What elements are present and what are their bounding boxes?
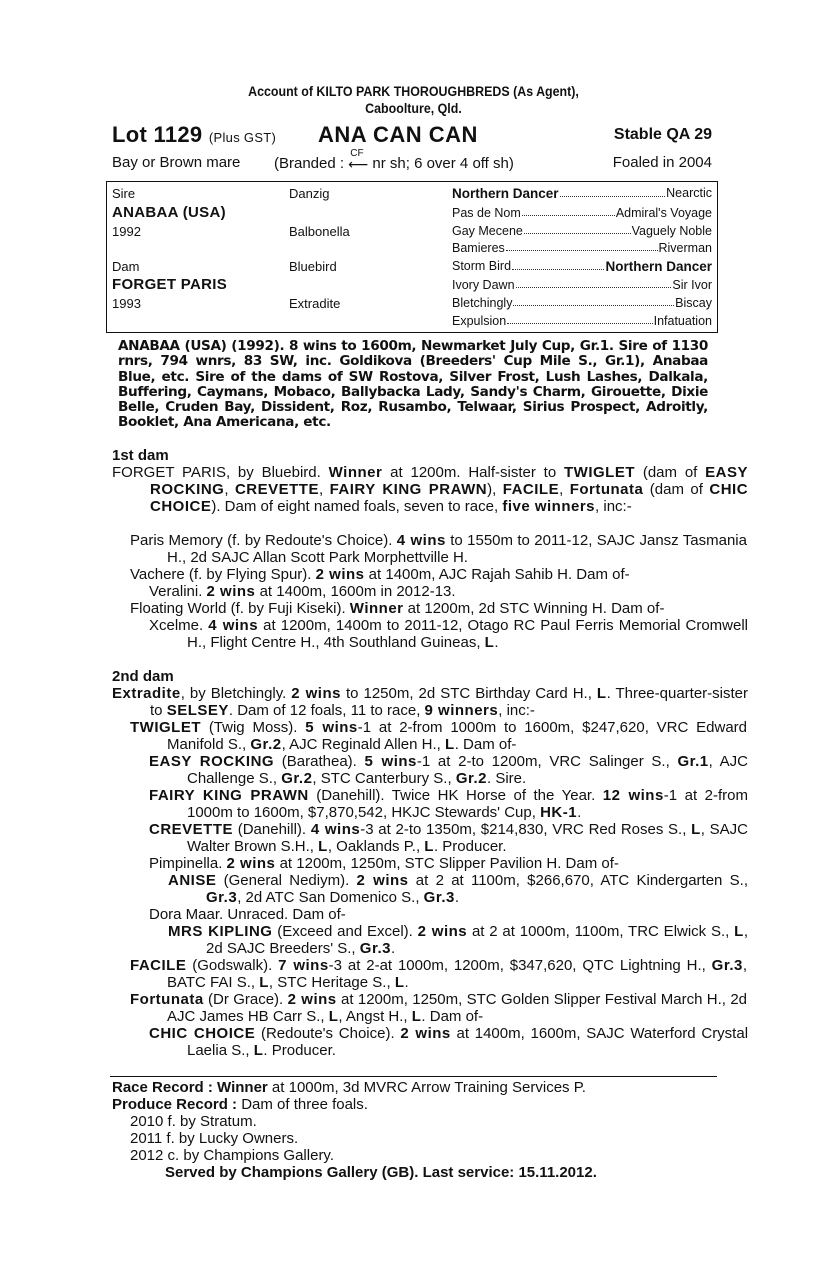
- second-dam-para: Extradite, by Bletchingly. 2 wins to 1250m, 2d STC Birthday Card H., L. Three-quarter-sister to SELSEY. Dam of 12 foals, 11 to race, 9 winners, inc:-: [112, 685, 748, 719]
- foal-entry: Xcelme. 4 wins at 1200m, 1400m to 2011-12, Otago RC Paul Ferris Memorial Cromwell H., Flight Centre H., 4th Southland Guineas, L.: [149, 617, 749, 651]
- family-entry: TWIGLET (Twig Moss). 5 wins-1 at 2-from 1000m to 1600m, $247,620, VRC Edward Manifold S., Gr.2, AJC Reginald Allen H., L. Dam of-: [130, 719, 747, 753]
- ped-gen3-row: Pas de Nom Admiral's Voyage: [452, 206, 712, 220]
- family-entry: FAIRY KING PRAWN (Danehill). Twice HK Horse of the Year. 12 wins-1 at 2-from 1000m to 1600m, $7,870,542, HKJC Stewards' Cup, HK-1.: [149, 787, 748, 821]
- ped-gen3-row: Bamieres Riverman: [452, 241, 712, 255]
- produce-item: 2010 f. by Stratum.: [130, 1113, 257, 1130]
- vendor-line-2: Caboolture, Qld.: [365, 101, 462, 116]
- family-entry: ANISE (General Nediym). 2 wins at 2 at 1100m, $266,670, ATC Kindergarten S., Gr.3, 2d ATC San Domenico S., Gr.3.: [168, 872, 748, 906]
- lot-number: Lot 1129 (Plus GST): [112, 122, 277, 147]
- sire-label: Sire: [112, 186, 136, 201]
- sire-summary: ANABAA (USA) (1992). 8 wins to 1600m, Newmarket July Cup, Gr.1. Sire of 1130 rnrs, 794 wnrs, 83 SW, inc. Goldikova (Breeders' Cup Mile S., Gr.1), Anabaa Blue, etc. Sire of the dams of SW Rostova, Silver Frost, Lush Lashes, Dalkala, Buffering, Caymans, Mobaco, Ballybacka Lady, Sandy's Charm, Girouette, Dixie Belle, Cruden Bay, Dissident, Roz, Rusambo, Telwaar, Sirius Prospect, Adroitly, Booklet, Ana Americana, etc.: [118, 338, 708, 431]
- first-dam-para: FORGET PARIS, by Bluebird. Winner at 1200m. Half-sister to TWIGLET (dam of EASY ROCKING, CREVETTE, FAIRY KING PRAWN), FACILE, Fortunata (dam of CHIC CHOICE). Dam of eight named foals, seven to race, five winners, inc:-: [112, 464, 749, 515]
- race-record: Race Record : Winner at 1000m, 3d MVRC Arrow Training Services P.: [112, 1079, 586, 1096]
- family-entry: Pimpinella. 2 wins at 1200m, 1250m, STC Slipper Pavilion H. Dam of-: [149, 855, 619, 872]
- gst-note: (Plus GST): [208, 130, 277, 145]
- family-entry: EASY ROCKING (Barathea). 5 wins-1 at 2-to 1200m, VRC Salinger S., Gr.1, AJC Challenge S., Gr.2, STC Canterbury S., Gr.2. Sire.: [149, 753, 748, 787]
- foal-entry: Paris Memory (f. by Redoute's Choice). 4 wins to 1550m to 2011-12, SAJC Jansz Tasmania H., 2d SAJC Allan Scott Park Morphettville H.: [130, 532, 747, 566]
- sire-year: 1992: [112, 224, 141, 239]
- brand-info: (Branded : CF ⟵ nr sh; 6 over 4 off sh): [274, 148, 514, 172]
- foal-entry: Vachere (f. by Flying Spur). 2 wins at 1400m, AJC Rajah Sahib H. Dam of-: [130, 566, 630, 583]
- ped-gen3-row: Ivory Dawn Sir Ivor: [452, 278, 712, 292]
- ped-gen3-row: Gay Mecene Vaguely Noble: [452, 224, 712, 238]
- horse-name: ANA CAN CAN: [318, 122, 478, 147]
- family-entry: Fortunata (Dr Grace). 2 wins at 1200m, 1250m, STC Golden Slipper Festival March H., 2d AJC James HB Carr S., L, Angst H., L. Dam of-: [130, 991, 747, 1025]
- second-dam-heading: 2nd dam: [112, 668, 174, 685]
- stable-number: Stable QA 29: [613, 126, 712, 143]
- ped-gen3-row: Expulsion Infatuation: [452, 314, 712, 328]
- produce-record: Produce Record : Dam of three foals.: [112, 1096, 368, 1113]
- dam-year: 1993: [112, 296, 141, 311]
- family-entry: CREVETTE (Danehill). 4 wins-3 at 2-to 1350m, $214,830, VRC Red Roses S., L, SAJC Walter Brown S.H., L, Oaklands P., L. Producer.: [149, 821, 749, 855]
- ped-gen3-row: Storm Bird Northern Dancer: [452, 259, 712, 274]
- foal-entry: Floating World (f. by Fuji Kiseki). Winner at 1200m, 2d STC Winning H. Dam of-: [130, 600, 665, 617]
- horse-description: Bay or Brown mare: [112, 154, 241, 171]
- family-entry: CHIC CHOICE (Redoute's Choice). 2 wins at 1400m, 1600m, SAJC Waterford Crystal Laelia S., L. Producer.: [149, 1025, 749, 1059]
- produce-item: 2012 c. by Champions Gallery.: [130, 1147, 334, 1164]
- ped-gen3-row: Bletchingly Biscay: [452, 296, 712, 310]
- brand-mark-icon: CF ⟵: [348, 148, 369, 172]
- service-note: Served by Champions Gallery (GB). Last service: 15.11.2012.: [165, 1164, 597, 1181]
- ped-gen2: Balbonella: [289, 224, 350, 239]
- dam-name: FORGET PARIS: [112, 276, 227, 293]
- ped-gen2: Danzig: [289, 186, 330, 201]
- family-entry: MRS KIPLING (Exceed and Excel). 2 wins at 2 at 1000m, 1100m, TRC Elwick S., L, 2d SAJC Breeders' S., Gr.3.: [168, 923, 748, 957]
- pedigree-table: [106, 181, 718, 333]
- foaled-year: Foaled in 2004: [612, 154, 712, 171]
- first-dam-heading: 1st dam: [112, 447, 169, 464]
- ped-gen2: Extradite: [289, 296, 341, 311]
- foal-entry: Veralini. 2 wins at 1400m, 1600m in 2012-13.: [149, 583, 456, 600]
- ped-gen2: Bluebird: [289, 259, 337, 274]
- vendor-line-1: Account of KILTO PARK THOROUGHBREDS (As Agent),: [248, 84, 579, 99]
- ped-gen3-row: Northern Dancer Nearctic: [452, 186, 712, 201]
- family-entry: Dora Maar. Unraced. Dam of-: [149, 906, 346, 923]
- divider: [110, 1076, 717, 1077]
- sire-name: ANABAA (USA): [112, 204, 226, 221]
- produce-item: 2011 f. by Lucky Owners.: [130, 1130, 299, 1147]
- family-entry: FACILE (Godswalk). 7 wins-3 at 2-at 1000m, 1200m, $347,620, QTC Lightning H., Gr.3, BATC FAI S., L, STC Heritage S., L.: [130, 957, 748, 991]
- dam-label: Dam: [112, 259, 140, 274]
